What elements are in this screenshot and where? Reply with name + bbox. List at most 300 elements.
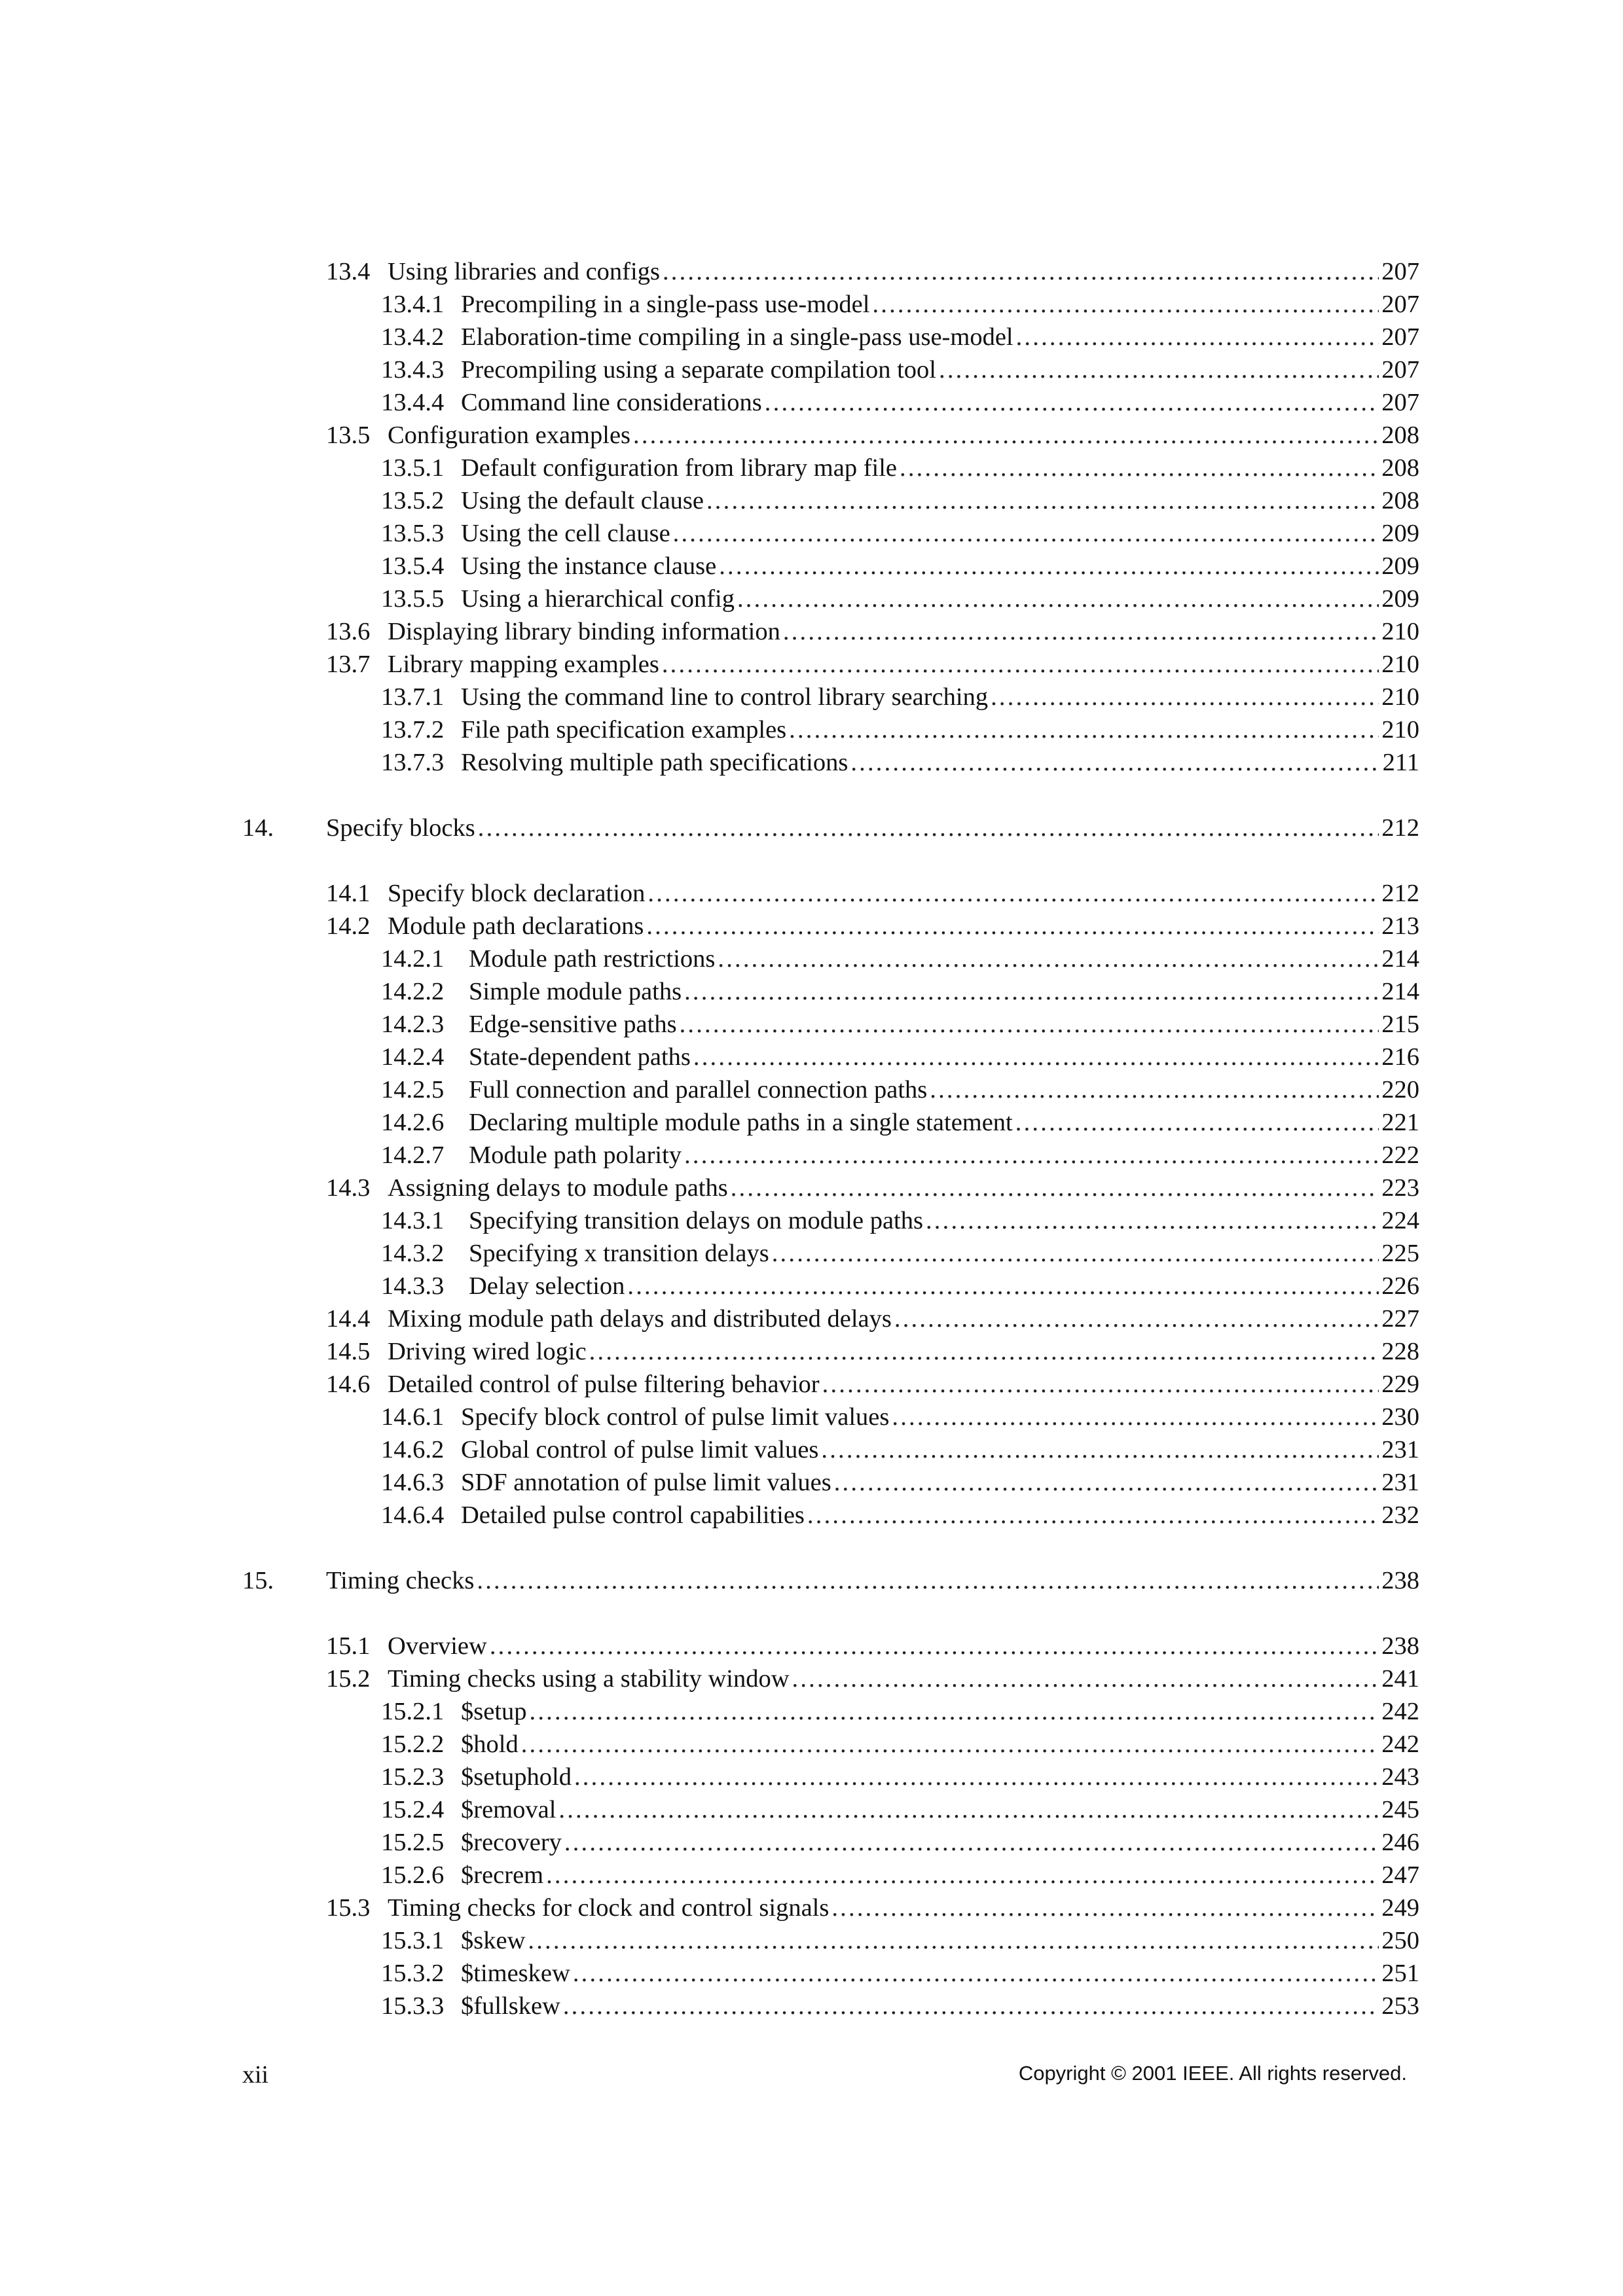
toc-title: Displaying library binding information [388,618,780,645]
toc-section-number: 15.2.6 [381,1861,445,1889]
toc-entry[interactable] [242,910,1419,942]
toc-entry-line [381,713,1419,746]
toc-page-number: 238 [1381,1632,1419,1660]
dot-leader [477,1564,1379,1597]
toc-section-number: 13.5.2 [381,487,445,514]
toc-section-number: 14.2.6 [381,1109,445,1136]
toc-title: Assigning delays to module paths [388,1174,728,1202]
toc-title: Timing checks using a stability window [388,1665,790,1693]
toc-section-number: 14.6.1 [381,1403,445,1431]
toc-entry[interactable] [242,713,1419,746]
toc-page-number: 242 [1381,1698,1419,1725]
toc-title: Timing checks [326,1567,475,1594]
toc-section-number: 15.1 [326,1632,371,1660]
toc-entry-line [381,1793,1419,1826]
toc-page-number: 241 [1381,1665,1419,1693]
toc-entry-line [381,1106,1419,1139]
toc-entry[interactable] [242,321,1419,353]
dot-leader [528,1924,1379,1957]
toc-title: $recrem [461,1861,544,1889]
toc-entry-line [381,1008,1419,1041]
toc-title: SDF annotation of pulse limit values [461,1469,831,1496]
toc-title: Using a hierarchical config [461,585,735,613]
toc-page-number: 249 [1381,1894,1419,1922]
toc-entry[interactable] [242,1630,1419,1662]
toc-section-number: 13.5.5 [381,585,445,613]
toc-section-number: 13.5.4 [381,552,445,580]
toc-title: Module path declarations [388,912,644,940]
toc-entry[interactable] [242,353,1419,386]
toc-page-number: 224 [1381,1207,1419,1234]
toc-page-number: 208 [1381,422,1419,449]
toc-page-number: 231 [1381,1436,1419,1463]
toc-page-number: 243 [1381,1763,1419,1791]
toc-title: Global control of pulse limit values [461,1436,819,1463]
toc-title: Command line considerations [461,389,762,416]
toc-entry[interactable] [242,1695,1419,1728]
toc-section-number: 15.2 [326,1665,371,1693]
toc-page-number: 247 [1381,1861,1419,1889]
dot-leader [789,713,1379,746]
dot-leader [589,1335,1379,1368]
toc-section-number: 15.2.2 [381,1731,445,1758]
dot-leader [563,1990,1379,2022]
toc-title: Precompiling using a separate compilation tool [461,356,936,384]
toc-entry-line [381,1433,1419,1466]
toc-entry-line [326,1662,1419,1695]
toc-title: $setup [461,1698,527,1725]
toc-entry[interactable] [242,975,1419,1008]
toc-entry[interactable] [242,877,1419,910]
toc-page-number: 215 [1381,1011,1419,1038]
toc-page-number: 221 [1381,1109,1419,1136]
dot-leader [1016,321,1379,353]
toc-entry[interactable] [242,1008,1419,1041]
toc-section-number: 14.2.3 [381,1011,445,1038]
toc-page-number: 212 [1381,880,1419,907]
toc-section-number: 13.4.1 [381,291,445,318]
toc-entry[interactable] [242,1924,1419,1957]
toc-entry-line [381,386,1419,419]
toc-entry[interactable] [242,583,1419,615]
toc-entry-line [381,1990,1419,2022]
dot-leader [673,517,1379,550]
dot-leader [706,484,1379,517]
dot-leader [558,1793,1379,1826]
toc-section-number: 13.7.1 [381,683,445,711]
toc-section-number: 13.5 [326,422,371,449]
toc-entry-line [326,1302,1419,1335]
dot-leader [930,1073,1379,1106]
toc-title: Detailed pulse control capabilities [461,1501,805,1529]
toc-chapter-number: 15. [242,1567,274,1594]
toc-entry-line [326,812,1419,844]
dot-leader [521,1728,1379,1761]
toc-section-number: 13.5.3 [381,520,445,547]
toc-entry-line [381,517,1419,550]
toc-title: Using libraries and configs [388,258,660,285]
dot-leader [783,615,1379,648]
toc-section-number: 14.2.7 [381,1141,445,1169]
toc-section-number: 13.7 [326,651,371,678]
toc-entry[interactable] [242,1335,1419,1368]
dot-leader [1015,1106,1379,1139]
toc-title: Detailed control of pulse filtering behavior [388,1371,820,1398]
toc-page-number: 209 [1381,520,1419,547]
toc-section-number: 14.6.2 [381,1436,445,1463]
dot-leader [821,1433,1379,1466]
dot-leader [792,1662,1379,1695]
toc-entry[interactable] [242,942,1419,975]
dot-leader [573,1957,1379,1990]
toc-title: Specify block control of pulse limit values [461,1403,890,1431]
toc-section-number: 14.6.4 [381,1501,445,1529]
toc-page-number: 226 [1381,1272,1419,1300]
toc-title: Module path restrictions [469,945,716,973]
toc-title: Specifying x transition delays [469,1240,769,1267]
page-number: xii [242,2061,269,2089]
dot-leader [718,942,1379,975]
toc-section-number: 13.4.4 [381,389,445,416]
toc-page-number: 209 [1381,552,1419,580]
toc-title: Simple module paths [469,978,682,1005]
dot-leader [834,1466,1379,1499]
dot-leader [807,1499,1379,1532]
toc-entry-line [381,1728,1419,1761]
toc-entry[interactable] [242,1892,1419,1924]
toc-page-number: 220 [1381,1076,1419,1103]
dot-leader [850,746,1379,779]
toc-entry[interactable] [242,1041,1419,1073]
toc-title: Resolving multiple path specifications [461,749,848,776]
toc-section-number: 14.2 [326,912,371,940]
toc-entry-line [326,648,1419,681]
toc-section-number: 14.6.3 [381,1469,445,1496]
toc-entry[interactable] [242,1793,1419,1826]
toc-title: $setuphold [461,1763,572,1791]
dot-leader [772,1237,1379,1270]
toc-entry-line [381,746,1419,779]
toc-page-number: 207 [1381,258,1419,285]
toc-section-number: 13.4.3 [381,356,445,384]
dot-leader [633,419,1379,452]
toc-entry[interactable] [242,1237,1419,1270]
toc-title: Full connection and parallel connection paths [469,1076,928,1103]
toc-entry-line [381,1499,1419,1532]
toc-entry-line [381,1401,1419,1433]
dot-leader [490,1630,1379,1662]
toc-page-number: 251 [1381,1960,1419,1987]
dot-leader [991,681,1379,713]
toc-entry-line [381,681,1419,713]
toc-entry[interactable] [242,386,1419,419]
toc-entry[interactable] [242,255,1419,288]
toc-page-number: 227 [1381,1305,1419,1333]
toc-section-number: 15.3.2 [381,1960,445,1987]
toc-page-number: 207 [1381,323,1419,351]
toc-title: Timing checks for clock and control signals [388,1894,830,1922]
toc-page-number: 223 [1381,1174,1419,1202]
toc-page-number: 245 [1381,1796,1419,1823]
toc-title: Using the instance clause [461,552,717,580]
toc-entry-line [381,1924,1419,1957]
toc-title: Using the default clause [461,487,704,514]
toc-title: Elaboration-time compiling in a single-pass use-model [461,323,1013,351]
toc-entry[interactable] [242,1270,1419,1302]
toc-entry-line [381,1695,1419,1728]
toc-section-number: 14.3.1 [381,1207,445,1234]
toc-entry-line [381,1041,1419,1073]
toc-entry-line [381,583,1419,615]
toc-title: Using the cell clause [461,520,670,547]
dot-leader [926,1204,1379,1237]
toc-page-number: 231 [1381,1469,1419,1496]
toc-entry[interactable] [242,746,1419,779]
toc-entry-line [326,615,1419,648]
dot-leader [564,1826,1379,1859]
toc-page-number: 214 [1381,945,1419,973]
toc-section-number: 14.3.2 [381,1240,445,1267]
toc-page-number: 250 [1381,1927,1419,1954]
toc-title: Library mapping examples [388,651,659,678]
toc-entry-line [381,288,1419,321]
toc-entry-line [326,877,1419,910]
toc-section-number: 14.2.4 [381,1043,445,1071]
dot-leader [663,255,1379,288]
toc-title: Configuration examples [388,422,631,449]
toc-section-number: 14.5 [326,1338,371,1365]
dot-leader [647,877,1379,910]
toc-page-number: 216 [1381,1043,1419,1071]
toc-page-number: 210 [1381,716,1419,744]
toc-entry-line [381,1761,1419,1793]
toc-page-number: 210 [1381,618,1419,645]
toc-entry-line [381,1073,1419,1106]
toc-section-number: 15.3.3 [381,1992,445,2020]
toc-chapter-entry[interactable] [242,812,1419,844]
toc-entry-line [326,910,1419,942]
toc-title: Specify block declaration [388,880,646,907]
toc-entry[interactable] [242,1368,1419,1401]
toc-section-number: 13.7.3 [381,749,445,776]
toc-page-number: 228 [1381,1338,1419,1365]
toc-entry[interactable] [242,1466,1419,1499]
toc-entry-line [381,353,1419,386]
toc-entry[interactable] [242,484,1419,517]
toc-entry[interactable] [242,288,1419,321]
toc-entry[interactable] [242,648,1419,681]
toc-title: Module path polarity [469,1141,682,1169]
toc-title: Precompiling in a single-pass use-model [461,291,870,318]
toc-title: $recovery [461,1829,562,1856]
dot-leader [530,1695,1379,1728]
toc-section-number: 13.6 [326,618,371,645]
toc-entry[interactable] [242,1172,1419,1204]
toc-title: Declaring multiple module paths in a single statement [469,1109,1013,1136]
toc-entry[interactable] [242,419,1419,452]
toc-section-number: 13.7.2 [381,716,445,744]
toc-entry-line [381,321,1419,353]
toc-entry[interactable] [242,615,1419,648]
toc-title: $removal [461,1796,556,1823]
toc-chapter-entry[interactable] [242,1564,1419,1597]
toc-page-number: 214 [1381,978,1419,1005]
toc-title: Specify blocks [326,814,475,842]
toc-title: $timeskew [461,1960,570,1987]
toc-page-number: 208 [1381,454,1419,482]
toc-entry-line [326,1892,1419,1924]
toc-page-number: 238 [1381,1567,1419,1594]
toc-entry[interactable] [242,1204,1419,1237]
toc-entry-line [381,1237,1419,1270]
toc-entry[interactable] [242,1139,1419,1172]
dot-leader [894,1302,1379,1335]
toc-entry[interactable] [242,1957,1419,1990]
toc-section-number: 14.2.2 [381,978,445,1005]
toc-page-number: 253 [1381,1992,1419,2020]
toc-entry[interactable] [242,550,1419,583]
toc-title: Delay selection [469,1272,625,1300]
toc-page-number: 209 [1381,585,1419,613]
toc-entry[interactable] [242,1106,1419,1139]
toc-section-number: 13.4.2 [381,323,445,351]
toc-entry-line [381,1859,1419,1892]
dot-leader [765,386,1379,419]
dot-leader [719,550,1379,583]
toc-entry-line [381,975,1419,1008]
toc-title: $fullskew [461,1992,560,2020]
dot-leader [939,353,1379,386]
toc-entry[interactable] [242,1826,1419,1859]
dot-leader [646,910,1379,942]
toc-title: Specifying transition delays on module paths [469,1207,923,1234]
toc-entry[interactable] [242,517,1419,550]
toc-page-number: 207 [1381,389,1419,416]
dot-leader [822,1368,1379,1401]
toc-title: $skew [461,1927,526,1954]
toc-title: Edge-sensitive paths [469,1011,677,1038]
toc-section-number: 14.4 [326,1305,371,1333]
toc-entry-line [326,1630,1419,1662]
toc-page-number: 207 [1381,291,1419,318]
toc-entry-line [381,550,1419,583]
toc-entry[interactable] [242,1990,1419,2022]
dot-leader [900,452,1379,484]
toc-entry-line [381,452,1419,484]
toc-page-number: 210 [1381,683,1419,711]
toc-entry[interactable] [242,452,1419,484]
toc-entry[interactable] [242,1662,1419,1695]
toc-entry-line [381,1139,1419,1172]
toc-page-number: 212 [1381,814,1419,842]
toc-entry-line [326,1335,1419,1368]
toc-section-number: 14.2.5 [381,1076,445,1103]
toc-entry[interactable] [242,1859,1419,1892]
toc-page-number: 246 [1381,1829,1419,1856]
toc-entry[interactable] [242,1761,1419,1793]
toc-entry[interactable] [242,1499,1419,1532]
toc-entry-line [381,942,1419,975]
toc-entry-line [381,1204,1419,1237]
dot-leader [892,1401,1379,1433]
toc-entry-line [381,1466,1419,1499]
toc-page-number: 210 [1381,651,1419,678]
toc-entry-line [381,1957,1419,1990]
toc-page-number: 207 [1381,356,1419,384]
toc-section-number: 14.2.1 [381,945,445,973]
toc-title: State-dependent paths [469,1043,691,1071]
toc-title: Overview [388,1632,487,1660]
toc-title: $hold [461,1731,519,1758]
toc-title: Mixing module path delays and distributed delays [388,1305,892,1333]
toc-entry[interactable] [242,1433,1419,1466]
toc-entry[interactable] [242,1728,1419,1761]
toc-title: Driving wired logic [388,1338,587,1365]
toc-title: Default configuration from library map file [461,454,898,482]
toc-page-number: 225 [1381,1240,1419,1267]
toc-entry-line [326,1172,1419,1204]
toc-entry[interactable] [242,1401,1419,1433]
toc-entry-line [381,1826,1419,1859]
dot-leader [627,1270,1379,1302]
dot-leader [662,648,1379,681]
toc-section-number: 15.3 [326,1894,371,1922]
toc-page-number: 242 [1381,1731,1419,1758]
dot-leader [684,1139,1379,1172]
toc-chapter-number: 14. [242,814,274,842]
toc-section-number: 14.3.3 [381,1272,445,1300]
toc-section-number: 15.2.5 [381,1829,445,1856]
toc-entry-line [326,1368,1419,1401]
dot-leader [684,975,1379,1008]
toc-section-number: 14.3 [326,1174,371,1202]
toc-page-number: 222 [1381,1141,1419,1169]
toc-section-number: 14.1 [326,880,371,907]
dot-leader [546,1859,1379,1892]
toc-entry[interactable] [242,1073,1419,1106]
toc-page-number: 213 [1381,912,1419,940]
dot-leader [478,812,1379,844]
toc-section-number: 15.2.1 [381,1698,445,1725]
toc-section-number: 13.5.1 [381,454,445,482]
dot-leader [680,1008,1379,1041]
toc-section-number: 15.2.4 [381,1796,445,1823]
table-of-contents [242,255,1419,2022]
toc-entry-line [326,419,1419,452]
toc-page-number: 211 [1382,749,1419,776]
dot-leader [831,1892,1379,1924]
toc-page-number: 208 [1381,487,1419,514]
toc-page-number: 230 [1381,1403,1419,1431]
toc-section-number: 14.6 [326,1371,371,1398]
toc-entry[interactable] [242,681,1419,713]
toc-entry-line [326,255,1419,288]
toc-section-number: 15.2.3 [381,1763,445,1791]
dot-leader [731,1172,1379,1204]
dot-leader [737,583,1379,615]
toc-entry[interactable] [242,1302,1419,1335]
dot-leader [574,1761,1379,1793]
toc-section-number: 13.4 [326,258,371,285]
toc-title: File path specification examples [461,716,787,744]
toc-page-number: 232 [1381,1501,1419,1529]
toc-entry-line [381,484,1419,517]
toc-section-number: 15.3.1 [381,1927,445,1954]
toc-entry-line [326,1564,1419,1597]
dot-leader [872,288,1379,321]
copyright-notice: Copyright © 2001 IEEE. All rights reserved. [1018,2062,1407,2085]
toc-entry-line [381,1270,1419,1302]
